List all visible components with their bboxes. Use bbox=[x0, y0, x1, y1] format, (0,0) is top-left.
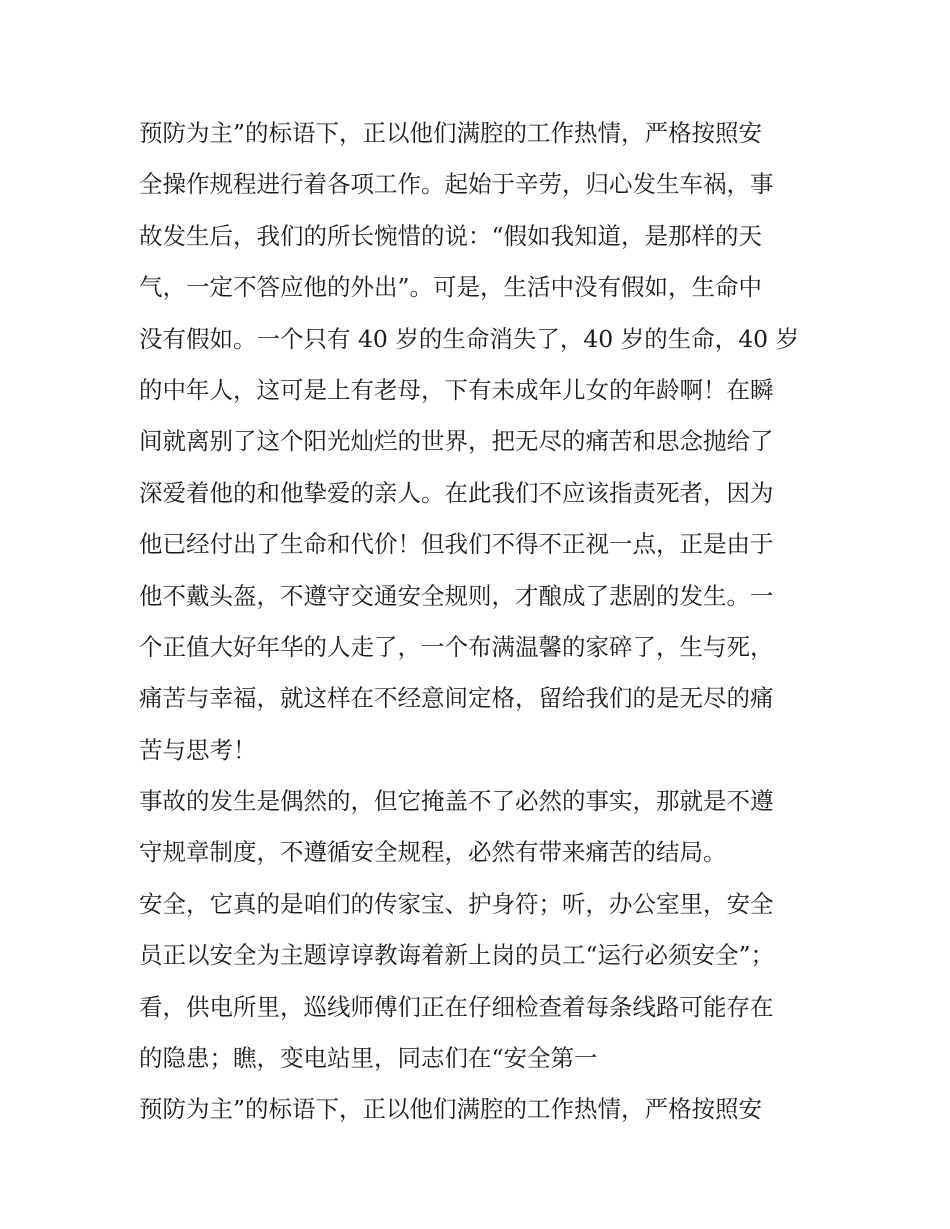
text-line: 事故的发生是偶然的，但它掩盖不了必然的事实，那就是不遵 bbox=[139, 787, 774, 816]
text-line: 预防为主”的标语下，正以他们满腔的工作热情，严格按照安 bbox=[139, 1095, 763, 1124]
text-line: 守规章制度，不遵循安全规程，必然有带来痛苦的结局。 bbox=[139, 838, 727, 867]
text-line: 安全，它真的是咱们的传家宝、护身符；听，办公室里，安全 bbox=[139, 889, 774, 918]
text-line: 员正以安全为主题谆谆教诲着新上岗的员工“运行必须安全”； bbox=[139, 941, 775, 970]
text-line: 痛苦与幸福，就这样在不经意间定格，留给我们的是无尽的痛 bbox=[139, 684, 774, 713]
text-line: 全操作规程进行着各项工作。起始于辛劳，归心发生车祸，事 bbox=[139, 170, 774, 199]
text-line: 故发生后，我们的所长惋惜的说：“假如我知道，是那样的天 bbox=[139, 221, 763, 250]
text-line: 的中年人，这可是上有老母，下有未成年儿女的年龄啊！在瞬 bbox=[139, 375, 774, 404]
text-line: 深爱着他的和他挚爱的亲人。在此我们不应该指责死者，因为 bbox=[139, 478, 774, 507]
text-line: 气，一定不答应他的外出”。可是，生活中没有假如，生命中 bbox=[139, 273, 763, 302]
text-line: 没有假如。一个只有 40 岁的生命消失了，40 岁的生命，40 岁 bbox=[139, 324, 800, 353]
document-body bbox=[139, 108, 819, 1136]
text-line: 苦与思考！ bbox=[139, 735, 257, 764]
text-line: 看，供电所里，巡线师傅们正在仔细检查着每条线路可能存在 bbox=[139, 992, 774, 1021]
text-line: 的隐患；瞧，变电站里，同志们在“安全第一 bbox=[139, 1044, 598, 1073]
text-line: 他不戴头盔，不遵守交通安全规则，才酿成了悲剧的发生。一 bbox=[139, 581, 774, 610]
text-line: 预防为主”的标语下，正以他们满腔的工作热情，严格按照安 bbox=[139, 119, 763, 147]
text-line: 间就离别了这个阳光灿烂的世界，把无尽的痛苦和思念抛给了 bbox=[139, 427, 774, 456]
text-line: 他已经付出了生命和代价！但我们不得不正视一点，正是由于 bbox=[139, 530, 774, 559]
text-line: 个正值大好年华的人走了，一个布满温馨的家碎了，生与死， bbox=[139, 632, 774, 661]
